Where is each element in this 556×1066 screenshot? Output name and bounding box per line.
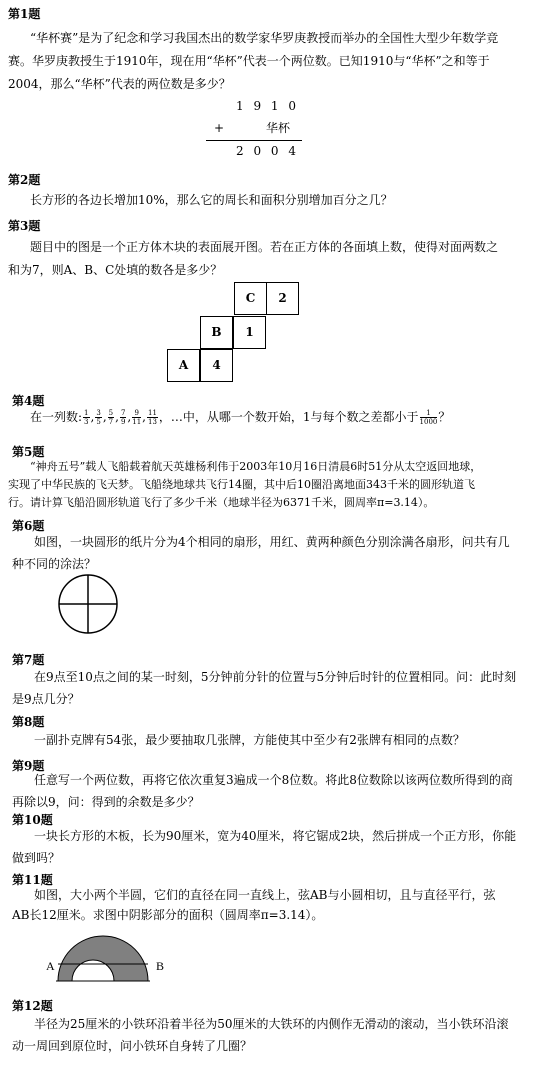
q9-line1: 任意写一个两位数，再将它依次重复3遍成一个8位数。将此8位数除以该两位数所得到的商 [34,773,513,787]
q4-target-frac: $\frac{1}{1000}$ [419,409,438,426]
q7-line2: 是9点几分？ [12,692,80,706]
q10-line1: 一块长方形的木板，长为90厘米，宽为40厘米，将它锯成2块，然后拼成一个正方形，你能 [34,829,517,843]
q4-frac-1: $\frac{1}{3}$ [84,409,89,426]
q11-heading: 第11题 [12,873,53,887]
q6-heading: 第6题 [12,519,45,533]
q1-calc-row3: 2 0 0 4 [236,144,299,158]
q4-prefix: 在一列数: [30,410,83,424]
q4-middle: ，…中，从哪一个数开始，1与每个数之差都小于 [158,410,419,424]
q5-line3: 行。请计算飞船沿圆形轨道飞行了多少千米（地球半径为6371千米，圆周率π=3.14）。 [8,496,435,509]
q4-line: 在一列数: $\frac{1}{3}$ , $\frac{3}{5}$ , $\frac{5}{7}$ , $\frac{7}{9}$ , $\frac{9}{11}$ , $\frac{11}{13}$ ，…中，从哪一个数开始，1与每个数之差都小于 $\frac{1}{1000}$ ？ [30,409,451,426]
q3-line2: 和为7，则A、B、C处填的数各是多少？ [8,263,223,277]
q1-line3: 2004，那么“华杯”代表的两位数是多少？ [8,77,231,91]
q4-frac-3: $\frac{5}{7}$ [108,409,114,426]
q8-heading: 第8题 [12,715,45,729]
q12-line1: 半径为25厘米的小铁环沿着半径为50厘米的大铁环的内侧作无滑动的滚动，当小铁环沿滚 [34,1017,509,1031]
q5-line2: 实现了中华民族的飞天梦。飞船绕地球共飞行14圈，其中后10圈沿离地面343千米的圆形轨道飞 [8,478,475,491]
q4-suffix: ？ [438,410,451,424]
q3-line1: 题目中的图是一个正方体木块的表面展开图。若在正方体的各面填上数，使得对面两数之 [30,240,499,254]
q4-frac-6: $\frac{11}{13}$ [147,409,157,426]
q10-line2: 做到吗？ [12,851,61,865]
q11-line1: 如图，大小两个半圆，它们的直径在同一直线上，弦AB与小圆相切，且与直径平行，弦 [34,888,496,902]
q11-line2: AB长12厘米。求图中阴影部分的面积（圆周率π=3.14）。 [12,908,324,922]
q1-heading: 第1题 [8,7,41,21]
q4-frac-4: $\frac{7}{9}$ [120,409,126,426]
cube-cell-1: 1 [233,316,266,349]
q1-line1: “华杯赛”是为了纪念和学习我国杰出的数学家华罗庚教授而举办的全国性大型少年数学竞 [30,31,499,45]
label-b: B [156,959,165,973]
q5-heading: 第5题 [12,445,45,459]
cube-cell-c: C [234,282,267,315]
q12-line2: 动一周回到原位时，问小铁环自身转了几圈？ [12,1039,253,1053]
cube-cell-2: 2 [266,282,299,315]
q9-heading: 第9题 [12,759,45,773]
q6-line2: 种不同的涂法？ [12,557,97,571]
label-a: A [46,959,55,973]
circle-4-sectors-figure [56,572,120,636]
q1-calc-plus: + [214,121,225,135]
q10-heading: 第10题 [12,813,53,827]
q2-heading: 第2题 [8,173,41,187]
q3-heading: 第3题 [8,219,41,233]
q8-line1: 一副扑克牌有54张，最少要抽取几张牌，方能使其中至少有2张牌有相同的点数？ [34,733,465,747]
q6-line1: 如图，一块圆形的纸片分为4个相同的扇形，用红、黄两种颜色分别涂满各扇形，问共有几 [34,535,510,549]
q2-line1: 长方形的各边长增加10%，那么它的周长和面积分别增加百分之几？ [30,193,393,207]
q4-heading: 第4题 [12,394,45,408]
q1-calc-row2: 华杯 [266,121,291,135]
q9-line2: 再除以9，问：得到的余数是多少？ [12,795,200,809]
q4-frac-2: $\frac{3}{5}$ [96,409,101,426]
shaded-region [58,936,148,981]
q5-line1: “神舟五号”载人飞船载着航天英雄杨利伟于2003年10月16日清晨6时51分从太空返回地球， [30,460,482,473]
q1-line2: 赛。华罗庚教授生于1910年，现在用“华杯”代表一个两位数。已知1910与“华杯”之和等于 [8,54,490,68]
q12-heading: 第12题 [12,999,53,1013]
cube-cell-a: A [167,349,200,382]
semicircles-figure [44,926,168,986]
q7-heading: 第7题 [12,653,45,667]
q7-line1: 在9点至10点之间的某一时刻，5分钟前分针的位置与5分钟后时针的位置相同。问：此时刻 [34,670,517,684]
cube-cell-b: B [200,316,233,349]
q4-frac-5: $\frac{9}{11}$ [132,409,142,426]
q1-calc-row1: 1 9 1 0 [236,99,299,113]
cube-cell-4: 4 [200,349,233,382]
